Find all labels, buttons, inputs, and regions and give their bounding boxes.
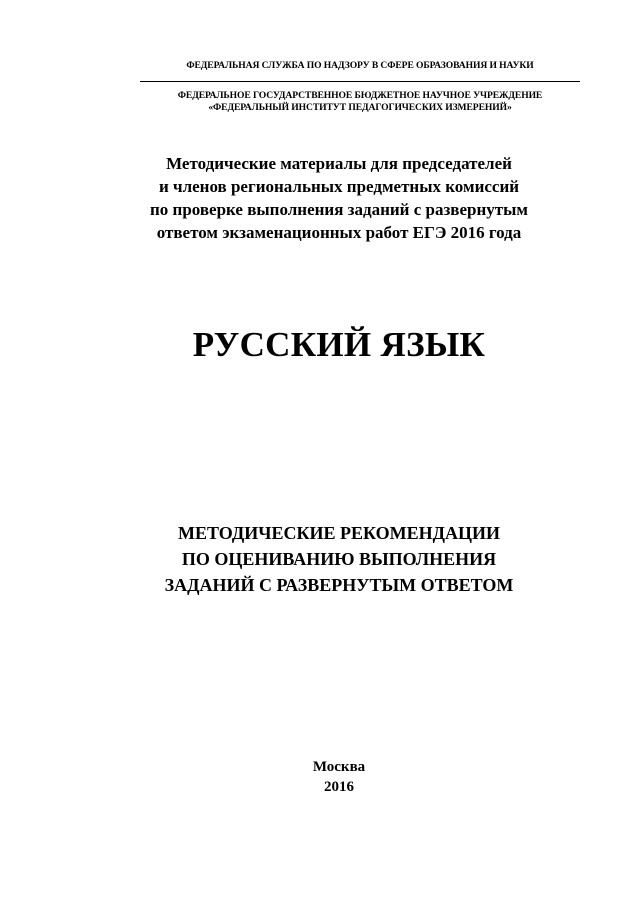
recommendations-line-2: ПО ОЦЕНИВАНИЮ ВЫПОЛНЕНИЯ bbox=[181, 549, 497, 569]
recommendations-heading bbox=[100, 520, 578, 598]
document-subtitle bbox=[100, 152, 578, 244]
subtitle-line-4: ответом экзаменационных работ ЕГЭ 2016 года bbox=[156, 223, 522, 242]
document-footer bbox=[100, 757, 578, 797]
subtitle-line-1: Методические материалы для председателей bbox=[166, 154, 512, 173]
header-institution-line-2: «ФЕДЕРАЛЬНЫЙ ИНСТИТУТ ПЕДАГОГИЧЕСКИХ ИЗМЕРЕНИЙ» bbox=[208, 102, 512, 113]
footer-city: Москва bbox=[312, 759, 366, 775]
subtitle-line-3: по проверке выполнения заданий с развернутым bbox=[150, 200, 528, 219]
document-header bbox=[140, 60, 580, 114]
recommendations-line-1: МЕТОДИЧЕСКИЕ РЕКОМЕНДАЦИИ bbox=[177, 523, 500, 543]
header-divider bbox=[140, 81, 580, 82]
recommendations-line-3: ЗАДАНИЙ С РАЗВЕРНУТЫМ ОТВЕТОМ bbox=[164, 575, 514, 595]
header-agency: ФЕДЕРАЛЬНАЯ СЛУЖБА ПО НАДЗОРУ В СФЕРЕ ОБРАЗОВАНИЯ И НАУКИ bbox=[186, 60, 534, 71]
header-institution-line-1: ФЕДЕРАЛЬНОЕ ГОСУДАРСТВЕННОЕ БЮДЖЕТНОЕ НАУЧНОЕ УЧРЕЖДЕНИЕ bbox=[177, 90, 543, 101]
subtitle-line-2: и членов региональных предметных комиссий bbox=[158, 177, 520, 196]
footer-year: 2016 bbox=[324, 779, 354, 795]
document-title: РУССКИЙ ЯЗЫК bbox=[192, 325, 486, 364]
